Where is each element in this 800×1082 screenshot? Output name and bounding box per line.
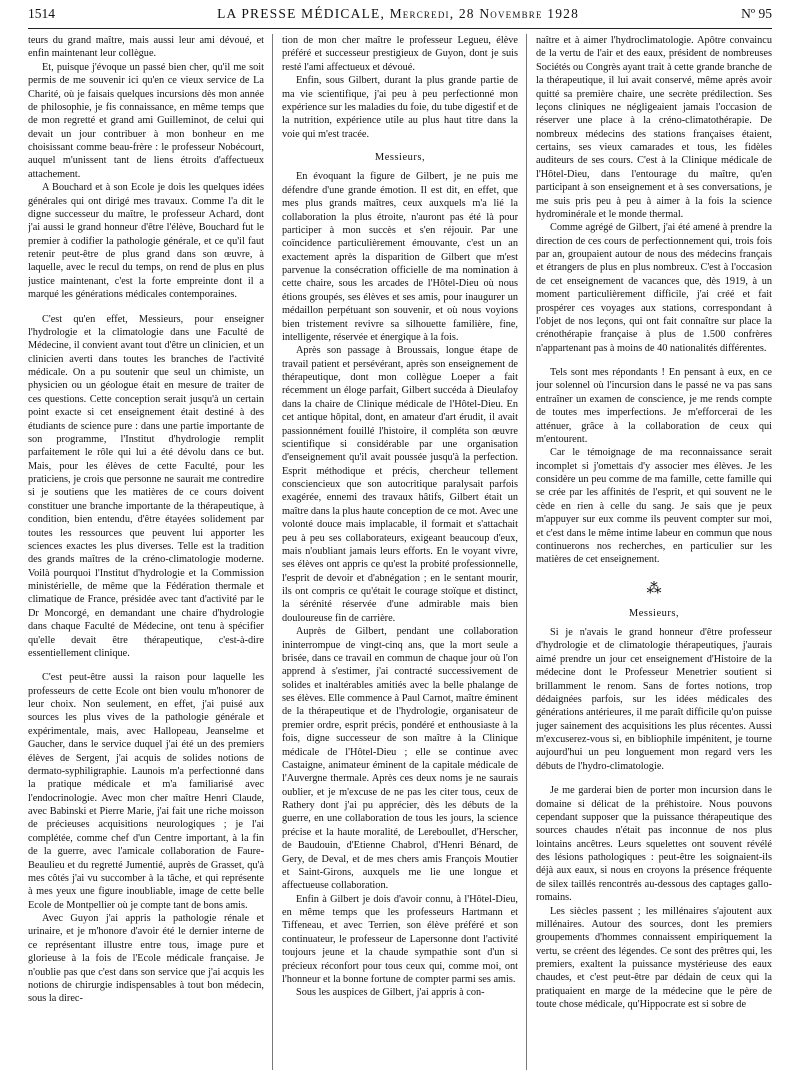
paragraph: tion de mon cher maître le professeur Legueu, élève préféré et successeur prestigieux de Guyon, dont je suis resté l'ami affectueux et dévoué. xyxy=(282,35,518,73)
paragraph: Sous les auspices de Gilbert, j'ai appris à con- xyxy=(296,987,485,999)
paragraph: Tels sont mes répondants ! En pensant à eux, en ce jour solennel où l'incursion dans le passé ne va pas sans entraîner un examen de conscience, je me rends compte de toutes mes imperfections. Je m'efforcerai de les atténuer, grâce à la collaboration de ceux qui m'entourent. xyxy=(536,367,772,445)
paragraph: Comme agrégé de Gilbert, j'ai été amené à prendre la direction de ces cours de perfectionnement qui, trois fois par an, groupaient autour de nous des médecins français et étrangers de plus en plus nombreux. C'est à l'occasion de cet enseignement de vacances que, dès 1919, à un moment particulièrement difficile, j'ai créé et fait prospérer ces voyages aux stations, correspondant à l'objet de nos leçons, qui ont fait connaître sur place la crénothérapie française à plus de 1.500 confrères n'appartenant pas à moins de 40 nationalités différentes. xyxy=(536,222,772,354)
paragraph: Auprès de Gilbert, pendant une collaboration ininterrompue de vingt-cinq ans, que la mort seule a brisée, dans ce travail en commun de chaque jour où l'on apprend à s'estimer, j'ai contracté successivement de solides et inaltérables amitiés avec la belle phalange de ses élèves. Elle commence à Paul Carnot, maître éminent de la thérapeutique et de l'hydrologie, organisateur de premier ordre, esprit précis, pondéré et enthousiaste à la fois, digne successeur de son maître à la Clinique médicale de l'Hôtel-Dieu ; elle se continue avec Castaigne, animateur éminent de la capitale médicale de l'Auvergne thermale. Après ces deux noms je ne saurais oublier, et je m'excuse de ne pas les citer tous, ceux de Rathery dont j'ai pu apprécier, dès les débuts de la guerre, en une collaboration de tous les jours, la science précise et la haute moralité, de Lereboullet, d'Herscher, de Baudouin, d'Etienne Chabrol, d'Henri Bénard, de Gery, de Deval, et de mes chers amis François Moutier et Saint-Girons, auxquels me lie une longue et affectueuse collaboration. xyxy=(282,626,518,892)
paragraph: Si je n'avais le grand honneur d'être professeur d'hydrologie et de climatologie thérapeutiques, j'aurais aimé prendre un jour cet enseignement d'Histoire de la médecine dont le Professeur Menetrier soutient si brillamment le renom. Sans de fortes notions, trop dédaignées parfois, sur les idées médicales des générations antérieures, il me paraît difficile qu'on puisse juger sainement des acquisitions les plus récentes. Aussi m'excuserez-vous si, en bibliophile impénitent, je tourne aujourd'hui un peu longuement mon regard vers les débuts de l'hydro-climatologie. xyxy=(536,627,772,772)
section-heading: Messieurs, xyxy=(374,152,426,163)
section-heading: Messieurs, xyxy=(628,607,680,619)
paragraph: naître et à aimer l'hydroclimatologie. Apôtre convaincu de la vertu de l'air et des eaux, président de nombreuses Sociétés ou Congrès ayant trait à cette grande branche de la thérapeutique, il lui avait conservé, même après avoir quitté sa première chaire, une secrète prédilection. Ses leçons cliniques ne négligeaient jamais l'occasion de réserver une place à la créno-climatothérapie. De nombreux médecins des stations françaises étaient, certains, ses vieux camarades et tous, les fidèles auditeurs de ses cours. C'est à la Clinique médicale de l'Hôtel-Dieu, dans l'entourage du maître, qu'en participant à son enseignement et à ses conversations, je me suis pris peu à peu à aimer à la fois la science hydrominérale et le monde thermal. xyxy=(536,35,772,220)
paragraph: C'est peut-être aussi la raison pour laquelle les professeurs de cette Ecole ont bien voulu m'honorer de leur choix. Non seulement, en effet, j'ai puisé aux sources les plus vives de la pathologie générale et expérimentale, mais, avec Hallopeau, Jeanselme et Gaucher, dans le service duquel j'ai été un des premiers élèves de Sergent, j'ai acquis de solides notions de dermato-syphiligraphie. Launois m'a perfectionné dans la pratique médicale et m'a familiarisé avec l'endocrinologie. Avec mon cher maître Henri Claude, avec Babinski et Pierre Marie, j'ai fait une riche moisson de précieuses acquisitions neurologiques ; je l'ai complétée, comme chef d'un Centre important, à la fin de la guerre, avec l'amicale collaboration de Faure-Beaulieu et du regretté Jumentié, auprès de Grasset, qu'à mes côtés j'ai vu succomber à la tâche, et qui représente à mes yeux une figure inoubliable, image de cette belle Ecole de Montpellier où je compte tant de bons amis. xyxy=(28,672,264,911)
paragraph: Enfin à Gilbert je dois d'avoir connu, à l'Hôtel-Dieu, en même temps que les professeurs Hartmann et Tiffeneau, et avec Terrien, son élève préféré et son continuateur, le professeur de Lapersonne dont l'activité toujours jeune et la chaude sympathie sont d'un si précieux réconfort pour tous ceux qui, comme moi, ont l'honneur et la bonne fortune de compter parmi ses amis. xyxy=(282,893,518,985)
header-rule xyxy=(28,28,772,29)
paragraph: En évoquant la figure de Gilbert, je ne puis me défendre d'une grande émotion. Il est dit, en effet, que mes plus grands maîtres, ceux auxquels m'a lié la collaboration la plus étroite, n'auront pas été là pour participer à mon succès et s'en réjouir. Par une coïncidence particulièrement émouvante, c'est un an exactement après la disparition de Gilbert que m'est parvenue la consécration officielle de ma nomination à cette chaire, sous les arcades de l'Hôtel-Dieu où nous étions groupés, ses élèves et ses amis, pour inaugurer un médaillon perpétuant son souvenir, et où nous voyions bien tristement revivre sa silhouette familière, fine, intelligente, réservée et énergique à la fois. xyxy=(282,171,518,343)
column-1 xyxy=(28,34,264,1074)
paragraph: teurs du grand maître, mais aussi leur ami dévoué, et enfin maintenant leur collègue. xyxy=(28,35,264,60)
asterism-ornament: ⁂ xyxy=(646,580,662,597)
page-number: 1514 xyxy=(28,6,55,21)
column-3 xyxy=(536,34,772,1074)
paragraph: Car le témoignage de ma reconnaissance serait incomplet si j'omettais d'y associer mes élèves. Je les considère un peu comme de ma famille, cette famille qui se crée par les affinités de l'esprit, et qui souvent ne le cède en rien à celle du sang. Je sais que je peux m'appuyer sur eux comme ils peuvent compter sur moi, et c'est dans le même intime labeur en commun que nous continuerons nos recherches, en particulier sur les matières de cet enseignement. xyxy=(536,447,772,566)
journal-title: LA PRESSE MÉDICALE, Mercredi, 28 Novembre 1928 xyxy=(217,6,580,21)
paragraph: Les siècles passent ; les millénaires s'ajoutent aux millénaires. Autour des sources, dont les premiers groupements d'hommes connaissent empiriquement la vertu, se créent des légendes. Ce sont des prêtres qui, les premiers, exaltent la puissance mystérieuse des eaux chaudes, et c'est peut-être par dédain de ceux qui la pratiquaient en marge de la médecine que le père de toute chose médicale, qu'Hippocrate est si sobre de xyxy=(536,905,772,1011)
paragraph: Après son passage à Broussais, longue étape de travail patient et persévérant, après son enseignement de thérapeutique, dont mon collègue Loeper a fait récemment un éloge parfait, Gilbert succéda à Dieulafoy dans la chaire de Clinique médicale de l'Hôtel-Dieu. En cet antique hôpital, dont, en amateur d'art érudit, il avait passionnément fouillé l'histoire, il compléta son œuvre scientifique si considérable par une organisation d'enseignement qu'il avait poussée jusqu'à la perfection. Esprit méthodique et précis, chercheur tellement consciencieux que son autocritique paralysait parfois exagérée, ennemi des travaux hâtifs, Gilbert était un maître dans la plus haute conception de ce mot. Avec une volonté douce mais implacable, il formait et s'attachait peu à peu ses collaborateurs, exigeant beaucoup d'eux, mais n'oubliant jamais leurs efforts. En le voyant vivre, ses élèves ont appris ce qu'est la probité professionnelle, l'esprit de devoir et d'abnégation ; en le sentant mourir, ils ont compris ce qu'était le courage stoïque et distinct, la sérénité réservée d'une admirable mais bien douloureuse fin de carrière. xyxy=(282,345,518,624)
paragraph: Je me garderai bien de porter mon incursion dans le domaine si délicat de la préhistoire. Nous pouvons cependant supposer que la puissance thérapeutique des sources chaudes n'était pas inconnue de nos plus lointains ancêtres. Leurs squelettes ont souvent révélé des lésions pathologiques : peut-être les soignaient-ils déjà aux eaux, si nous en croyons la présence fréquente de silex taillés rencontrés au-dessous des captages gallo-romains. xyxy=(536,785,772,904)
column-2 xyxy=(282,34,518,1074)
paragraph: C'est qu'en effet, Messieurs, pour enseigner l'hydrologie et la climatologie dans une Faculté de Médecine, il convient avant tout d'être un clinicien, et un clinicien averti dans toutes les branches de l'activité médicale. On a pu soutenir que seul un chimiste, un physicien ou un géologue était en mesure de traiter de ces questions. Cette conception serait jusqu'à un certain point exacte si cet enseignement était destiné à des étudiants de science pure : dans une partie importante de son programme, l'Institut d'hydrologie remplit parfaitement le rôle qui lui a été dévolu dans ce but. Mais, pour les élèves de cette Faculté, pour les praticiens, je crois que personne ne saurait me contredire si je soutiens que les matières de ce cours doivent constituer une branche importante de la thérapeutique, à condition, bien entendu, d'être étayées solidement par toutes les ressources que peuvent lui apporter les sciences exactes les plus diverses. Telle est la tradition des grands maîtres de la créno-climatologie moderne. Voilà pourquoi l'Institut d'hydrologie et la Commission ministérielle, de même que la Fédération thermale et climatique de France, présidée avec tant d'activité par le Dr Moncorgé, en demandant une chaire d'hydrologie dans chaque Faculté de Médecine, ont tenu à spécifier qu'elle devait être thérapeutique, c'est-à-dire essentiellement clinique. xyxy=(28,313,264,659)
running-header xyxy=(28,6,772,28)
issue-number: Nº 95 xyxy=(741,6,772,21)
column-divider xyxy=(272,34,273,1070)
paragraph: Enfin, sous Gilbert, durant la plus grande partie de ma vie scientifique, j'ai peu à peu perfectionné mon expérience sur les maladies du foie, du tube digestif et de la nutrition, expérience utile au plus haut titre dans la voie qui m'est tracée. xyxy=(282,75,518,140)
paragraph: A Bouchard et à son Ecole je dois les quelques idées générales qui ont dirigé mes travaux. Comme l'a dit le digne successeur du maître, le professeur Achard, dont j'ai aussi le grand honneur d'être l'élève, Bouchard fut le premier à codifier la pathologie générale, et ce qu'il faut retenir peut-être de plus grand dans son œuvre, à laquelle, avec le recul du temps, on rend de plus en plus justice maintenant, c'est la forte empreinte dont il a marqué les générations médicales contemporaines. xyxy=(28,182,264,301)
column-divider xyxy=(526,34,527,1070)
paragraph: Et, puisque j'évoque un passé bien cher, qu'il me soit permis de me souvenir ici qu'en ce vieux service de La Charité, où je faisais quelques incursions dès mon année de philosophie, je fis connaissance, en même temps que de mon regretté et grand ami Guilleminot, de celui qui devait un jour contribuer à mon bonheur en me choisissant comme beau-frère : le professeur Nobécourt, auquel m'unissent tant de liens étroits d'affectueux attachement. xyxy=(28,61,264,180)
paragraph: Avec Guyon j'ai appris la pathologie rénale et urinaire, et je m'honore d'avoir été le dernier interne de ce représentant illustre entre tous, image pure et glorieuse à la fois de l'Ecole médicale française. Je n'oublie pas que c'est dans son service que j'ai acquis les notions de chirurgie indispensables à tout bon médecin, sous la direc- xyxy=(28,913,264,1005)
